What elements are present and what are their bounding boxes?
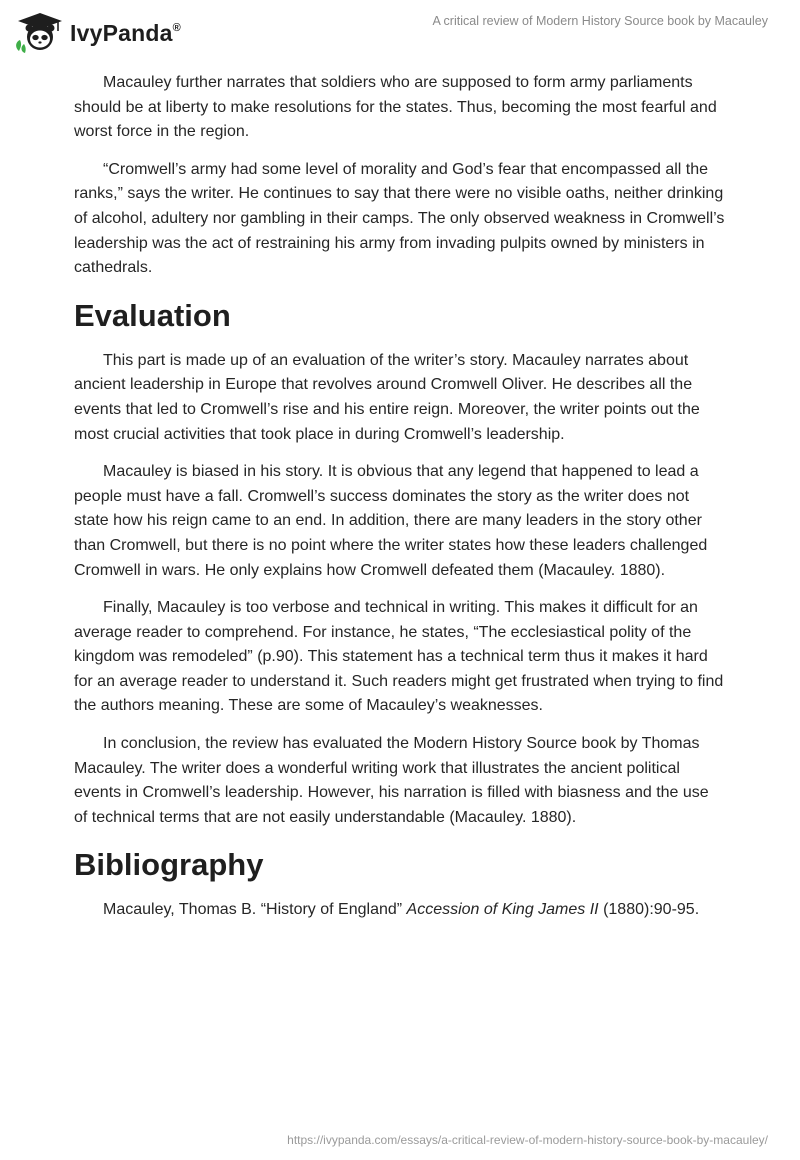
paragraph: Macauley is biased in his story. It is obvious that any legend that happened to lead a people must have a fall. Cromwell’s success dominates the story as the writer does not state how his reign came to an end. In addition, there are many leaders in the story other than Cromwell, but there is no point where the writer states how these leaders challenged Cromwell in wars. He only explains how Cromwell defeated them (Macauley. 1880). xyxy=(74,463,708,579)
section-heading-evaluation: Evaluation xyxy=(74,297,231,333)
source-url[interactable]: https://ivypanda.com/essays/a-critical-review-of-modern-history-source-book-by-macauley/ xyxy=(287,1133,768,1147)
section-heading-bibliography: Bibliography xyxy=(74,847,264,883)
paragraph: “Cromwell’s army had some level of morality and God’s fear that encompassed all the ranks,” says the writer. He continues to say that there were no visible oaths, neither drinking of alcohol, adultery nor gambling in their camps. The only observed weakness in Cromwell’s leadership was the act of restraining his army from invading pulpits owned by ministers in cathedrals. xyxy=(74,160,725,277)
brand-name: IvyPanda® xyxy=(70,19,181,46)
paragraph: This part is made up of an evaluation of the writer’s story. Macauley narrates about ancient leadership in Europe that revolves around Cromwell Oliver. He describes all the events that led to Cromwell’s rise and his entire reign. Moreover, the writer points out the most crucial activities that took place in during Cromwell’s leadership. xyxy=(74,351,700,443)
ivypanda-logo[interactable] xyxy=(14,10,181,54)
page-header xyxy=(0,0,800,60)
paragraph: In conclusion, the review has evaluated the Modern History Source book by Thomas Macauley. The writer does a wonderful writing work that illustrates the ancient political events in Cromwell’s leadership. However, his narration is filled with biasness and the use of technical terms that are not easily understandable (Macauley. 1880). xyxy=(74,735,709,826)
essay-body xyxy=(74,71,726,936)
paragraph: Macauley further narrates that soldiers who are supposed to form army parliaments should be at liberty to make resolutions for the states. Thus, becoming the most fearful and worst force in the region. xyxy=(74,74,717,141)
document-title: A critical review of Modern History Source book by Macauley xyxy=(432,14,768,28)
paragraph: Finally, Macauley is too verbose and technical in writing. This makes it difficult for an average reader to comprehend. For instance, he states, “The ecclesiastical polity of the kingdom was remodeled” (p.90). This statement has a technical term thus it makes it hard for an average reader to understand it. Such readers might get frustrated when trying to find the authors meaning. These are some of Macauley’s weaknesses. xyxy=(74,599,724,715)
bibliography-entry: Macauley, Thomas B. “History of England” Accession of King James II (1880):90-95. xyxy=(103,901,700,919)
panda-graduate-icon xyxy=(14,10,66,54)
